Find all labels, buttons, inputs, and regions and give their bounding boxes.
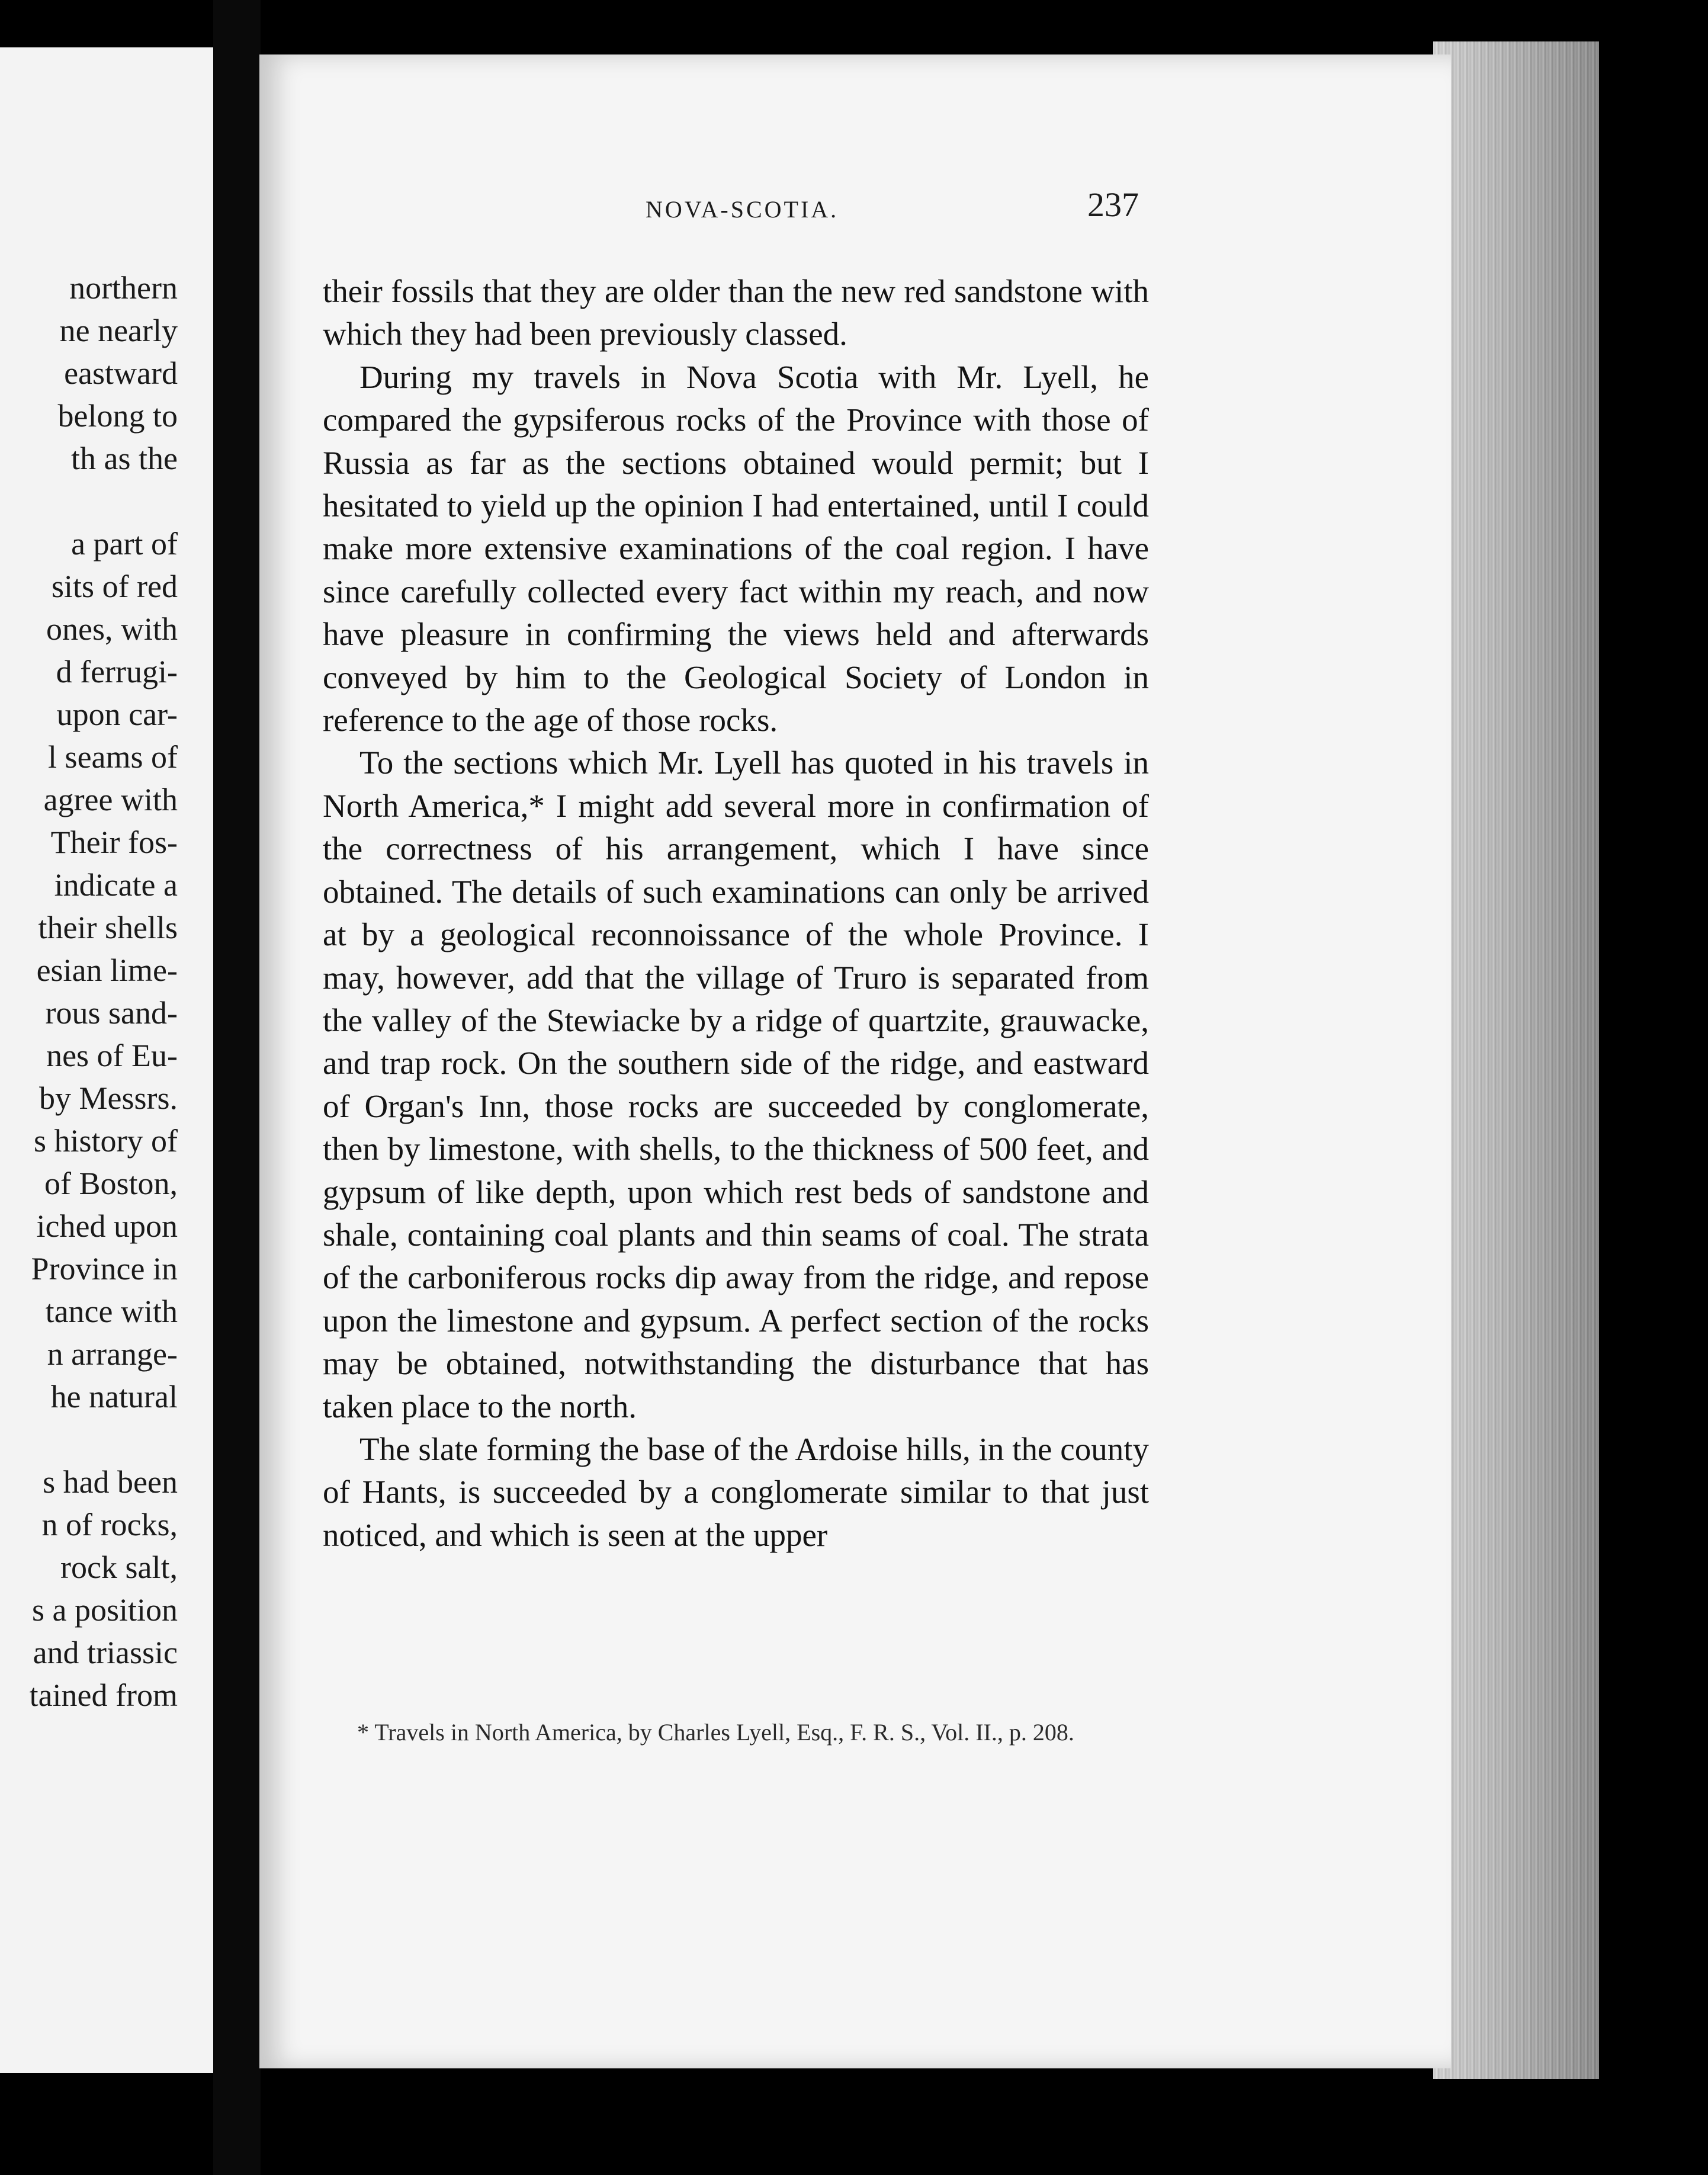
left-page-line: agree with <box>43 782 178 817</box>
left-page-line: upon car- <box>56 697 178 732</box>
left-page-line: l seams of <box>48 739 178 775</box>
book-gutter <box>213 0 261 2175</box>
left-page-line: indicate a <box>54 867 178 903</box>
left-page-line: their shells <box>38 910 178 945</box>
left-page-line: n arrange- <box>47 1336 178 1372</box>
left-page-line: n of rocks, <box>41 1507 178 1542</box>
left-page-line: ne nearly <box>59 313 178 348</box>
left-page-line: nes of Eu- <box>46 1038 178 1073</box>
scan-border <box>1599 0 1708 2175</box>
left-page-line: by Messrs. <box>38 1080 178 1116</box>
left-page-line: ones, with <box>46 611 178 647</box>
running-head: NOVA-SCOTIA. <box>646 196 839 223</box>
left-page-line: he natural <box>50 1379 178 1414</box>
paragraph: their fossils that they are older than the new red sandstone with which they had been previously classed. <box>323 273 1149 352</box>
left-page-line: northern <box>69 270 178 306</box>
left-page-line: d ferrugi- <box>56 654 178 689</box>
paragraph: During my travels in Nova Scotia with Mr. Lyell, he compared the gypsiferous rocks of the Province with those of Russia as far as the sections obtained would permit; but I hesitated to yield up the opinion I had entertained, until I could make more extensive examinations of the coal region. I have since carefully collected every fact within my reach, and now have pleasure in confirming the views held and afterwards conveyed by him to the Geological Society of London in reference to the age of those rocks. <box>323 358 1149 739</box>
paragraph: The slate forming the base of the Ardoise hills, in the county of Hants, is succeeded by a conglomerate similar to that just noticed, and which is seen at the upper <box>323 1430 1149 1553</box>
left-page-line: iched upon <box>36 1208 178 1244</box>
left-page-line: s had been <box>43 1464 178 1500</box>
left-page-line: of Boston, <box>44 1166 178 1201</box>
left-page-line: eastward <box>64 355 178 391</box>
left-page-line: and triassic <box>33 1635 178 1670</box>
body-text <box>323 270 1149 1557</box>
page-number: 237 <box>1087 185 1139 224</box>
left-page-line: belong to <box>57 398 178 434</box>
left-page-line: s a position <box>31 1592 178 1628</box>
left-page-line: rock salt, <box>60 1550 178 1585</box>
left-facing-page <box>0 47 213 2073</box>
left-page-line: a part of <box>71 526 178 562</box>
left-page-line: s history of <box>34 1123 178 1159</box>
left-page-line: Province in <box>31 1251 178 1287</box>
page-edges <box>1433 41 1599 2079</box>
left-page-line: Their fos- <box>50 825 178 860</box>
left-page-line: esian lime- <box>36 952 178 988</box>
left-page-line: rous sand- <box>45 995 178 1031</box>
paragraph: To the sections which Mr. Lyell has quoted in his travels in North America,* I might add several more in confirmation of the correctness of his arrangement, which I have since obtained. The details of such examinations can only be arrived at by a geological reconnoissance of the whole Province. I may, however, add that the village of Truro is separated from the valley of the Stewiacke by a ridge of quartzite, grauwacke, and trap rock. On the southern side of the ridge, and eastward of Organ's Inn, those rocks are succeeded by conglomerate, then by limestone, with shells, to the thickness of 500 feet, and gypsum of like depth, upon which rest beds of sandstone and shale, containing coal plants and thin seams of coal. The strata of the carboniferous rocks dip away from the ridge, and repose upon the limestone and gypsum. A perfect section of the rocks may be obtained, notwithstanding the disturbance that has taken place to the north. <box>323 745 1149 1425</box>
footnote: * Travels in North America, by Charles Lyell, Esq., F. R. S., Vol. II., p. 208. <box>357 1719 1074 1746</box>
left-page-line: tained from <box>29 1677 178 1713</box>
left-page-line: tance with <box>45 1294 178 1329</box>
left-page-line: th as the <box>71 441 178 476</box>
left-page-line: sits of red <box>52 569 178 604</box>
